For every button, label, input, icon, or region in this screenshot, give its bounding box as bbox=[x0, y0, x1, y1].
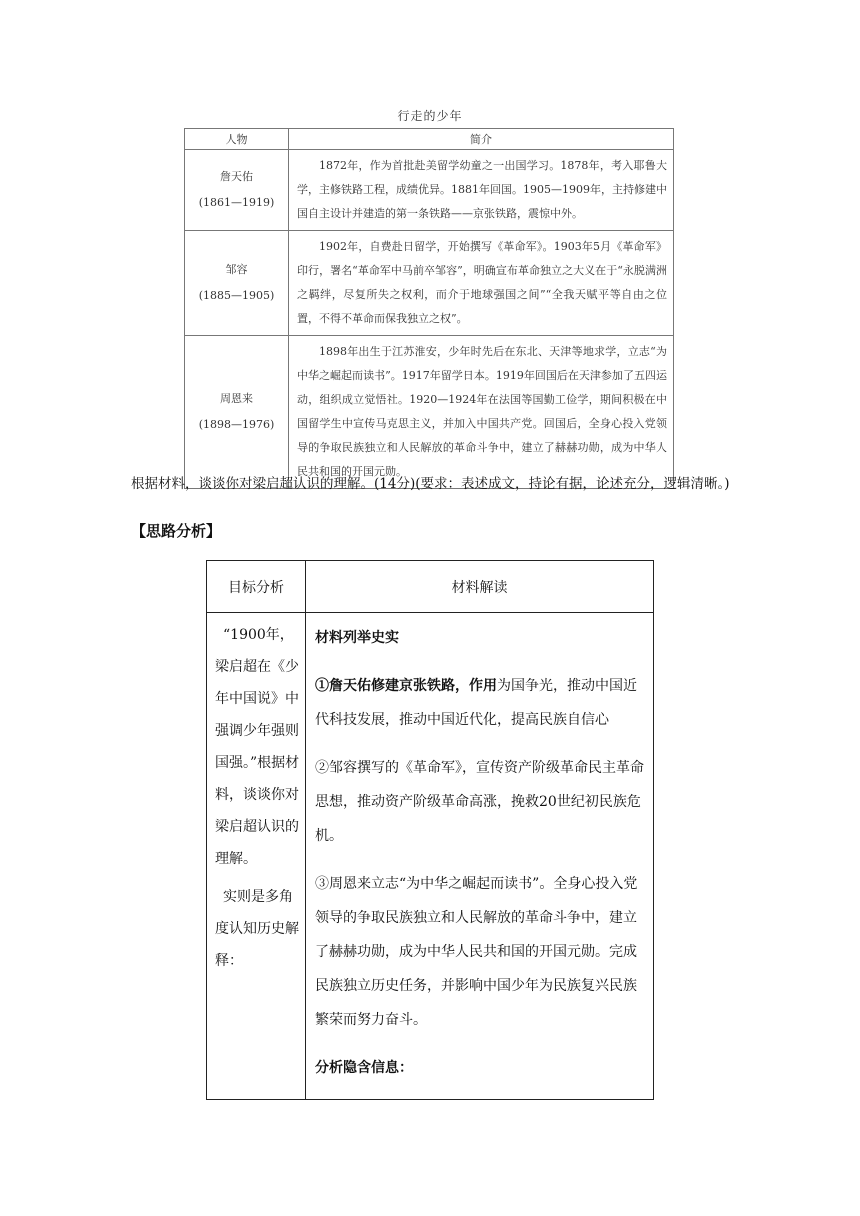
item1-bold: ①詹天佑修建京张铁路，作用 bbox=[315, 678, 497, 694]
analysis-table bbox=[206, 560, 654, 1100]
table-row bbox=[185, 150, 674, 231]
analysis-body-row bbox=[207, 613, 654, 1100]
header-material-reading: 材料解读 bbox=[306, 561, 654, 613]
item-zhan-tianyou bbox=[315, 669, 645, 737]
item1-rest: 为国争光，推动中国近代科技发展，推动中国近代化，提高民族自信心 bbox=[315, 678, 637, 728]
scan-table bbox=[184, 128, 674, 489]
table-row bbox=[185, 336, 674, 489]
intro-cell bbox=[289, 231, 674, 336]
person-intro: 1902年，自费赴日留学，开始撰写《革命军》。1903年5月《革命军》印行，署名“革命军中马前卒邹容”，明确宣布革命独立之大义在于“永脱满洲之羁绊，尽复所失之权利，而介于地球强国之间”“全我天赋平等自由之位置，不得不革命而保我独立之权”。 bbox=[297, 240, 667, 325]
header-intro: 简介 bbox=[289, 129, 674, 150]
scan-table-header bbox=[185, 129, 674, 150]
question-text: 根据材料，谈谈你对梁启超认识的理解。(14分)(要求：表述成文，持论有据，论述充分，逻辑清晰。) bbox=[131, 476, 730, 492]
scan-table-title: 行走的少年 bbox=[397, 109, 463, 123]
person-years: (1885—1905) bbox=[198, 289, 275, 302]
material-reading-cell bbox=[306, 613, 654, 1100]
person-intro: 1872年，作为首批赴美留学幼童之一出国学习。1878年，考入耶鲁大学，主修铁路工程，成绩优异。1881年回国。1905—1909年，主持修建中国自主设计并建造的第一条铁路——京张铁路，震惊中外。 bbox=[297, 159, 667, 220]
analysis-header-row bbox=[207, 561, 654, 613]
hidden-info-title: 分析隐含信息： bbox=[315, 1060, 413, 1076]
person-years: (1861—1919) bbox=[198, 196, 275, 209]
header-goal-analysis: 目标分析 bbox=[207, 561, 306, 613]
intro-cell bbox=[289, 150, 674, 231]
person-cell bbox=[185, 336, 289, 489]
section-heading: 【思路分析】 bbox=[131, 522, 222, 540]
table-row bbox=[185, 231, 674, 336]
person-cell bbox=[185, 150, 289, 231]
person-name: 詹天佑 bbox=[220, 170, 253, 183]
person-cell bbox=[185, 231, 289, 336]
person-name: 邹容 bbox=[225, 263, 248, 276]
goal-quote: “1900年，梁启超在《少年中国说》中强调少年强则国强。”根据材料，谈谈你对梁启超认识的理解。 bbox=[215, 627, 300, 867]
header-person: 人物 bbox=[185, 129, 289, 150]
goal-note: 实则是多角度认知历史解释： bbox=[215, 889, 299, 969]
item-zou-rong: ②邹容撰写的《革命军》，宣传资产阶级革命民主革命思想，推动资产阶级革命高涨，挽救20世纪初民族危机。 bbox=[315, 760, 644, 844]
person-name: 周恩来 bbox=[220, 392, 253, 405]
goal-analysis-cell bbox=[207, 613, 306, 1100]
person-years: (1898—1976) bbox=[198, 418, 275, 431]
item-zhou-enlai: ③周恩来立志“为中华之崛起而读书”。全身心投入党领导的争取民族独立和人民解放的革命斗争中，建立了赫赫功勋，成为中华人民共和国的开国元勋。完成民族独立历史任务，并影响中国少年为民族复兴民族繁荣而努力奋斗。 bbox=[315, 876, 638, 1028]
person-intro: 1898年出生于江苏淮安，少年时先后在东北、天津等地求学，立志“为中华之崛起而读书”。1917年留学日本。1919年回国后在天津参加了五四运动，组织成立觉悟社。1920—1924年在法国等国勤工俭学，期间积极在中国留学生中宣传马克思主义，并加入中国共产党。回国后，全身心投入党领导的争取民族独立和人民解放的革命斗争中，建立了赫赫功勋，成为中华人民共和国的开国元勋。 bbox=[297, 345, 667, 478]
material-title: 材料列举史实 bbox=[315, 630, 399, 646]
intro-cell bbox=[289, 336, 674, 489]
